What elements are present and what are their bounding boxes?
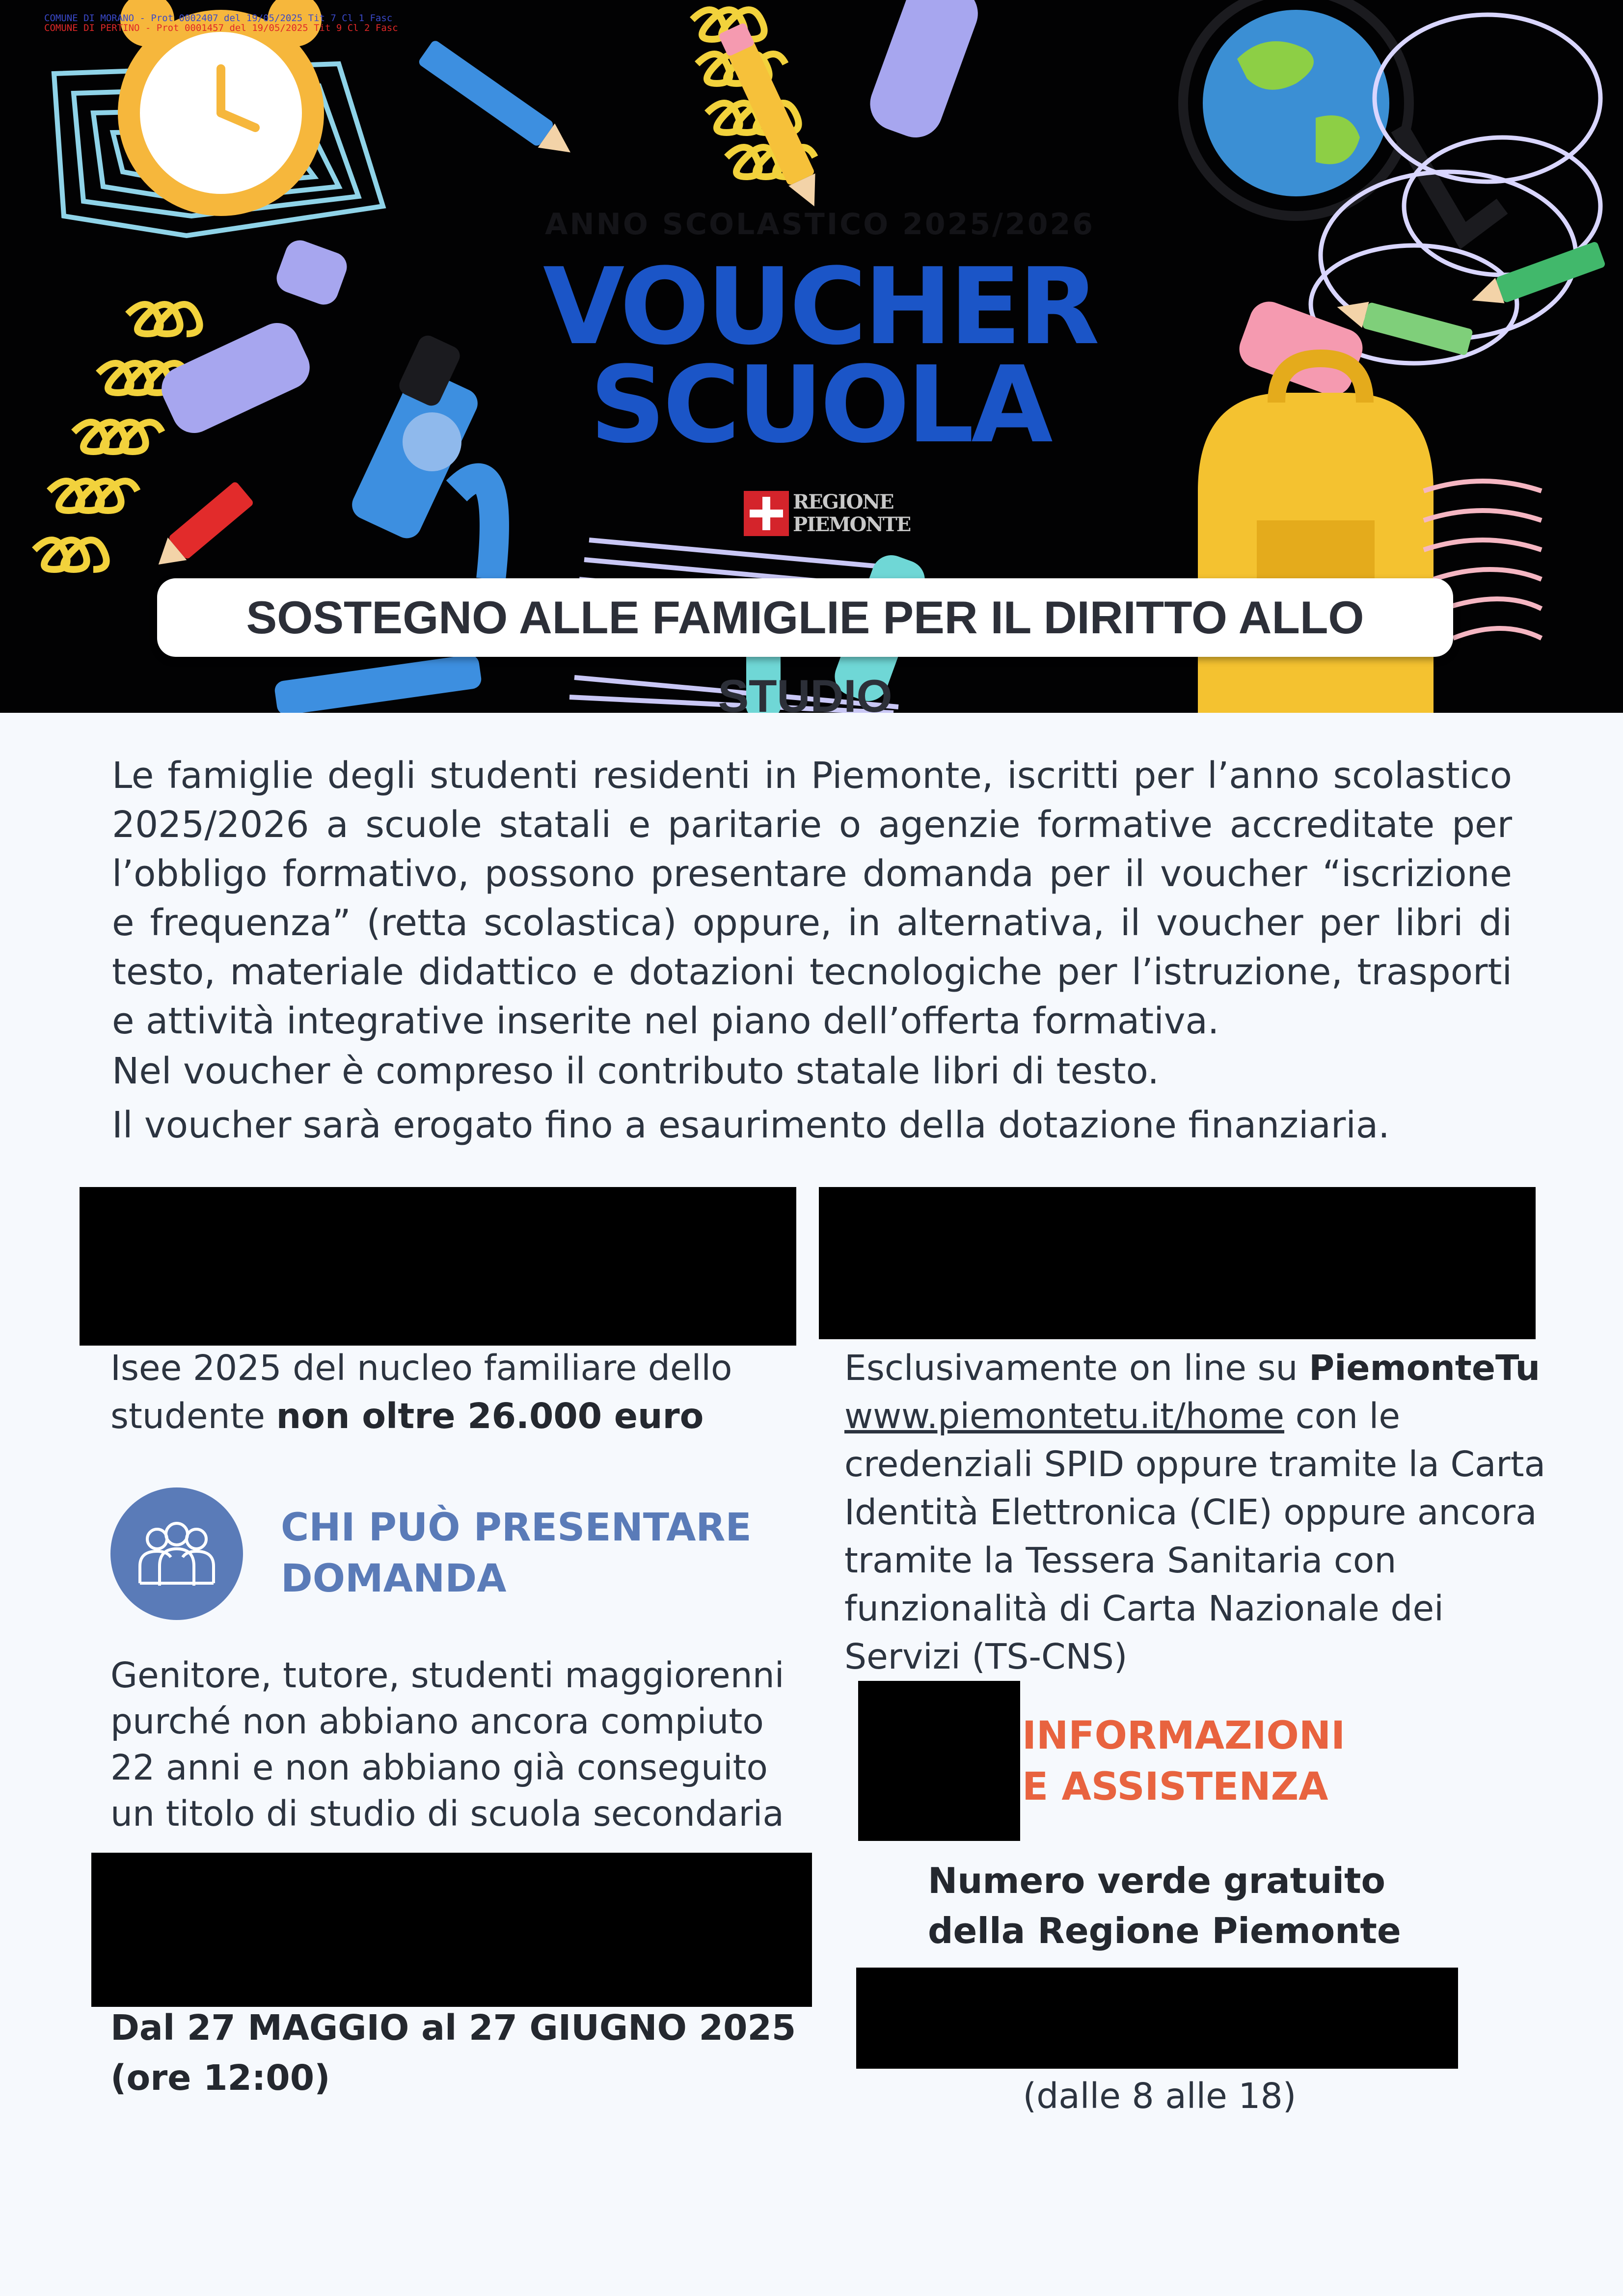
info-heading-line-2: E ASSISTENZA	[1022, 1765, 1328, 1809]
title-scuola: SCUOLA	[590, 343, 1050, 466]
chi-puo-presentare-heading	[281, 1502, 772, 1604]
redacted-phone-number	[856, 1968, 1458, 2069]
numero-verde-label	[928, 1856, 1419, 1956]
isee-requirement	[110, 1344, 798, 1440]
green-pencil-icon	[1467, 241, 1606, 313]
protocol-stamp-line-1: COMUNE DI MORANO - Prot 0002407 del 19/05/2025 Tit 7 Cl 1 Fasc	[44, 13, 393, 24]
isee-limit: non oltre 26.000 euro	[276, 1396, 704, 1436]
call-hours: (dalle 8 alle 18)	[1023, 2076, 1297, 2116]
title-voucher: VOUCHER	[542, 245, 1097, 368]
intro-esaurimento: Il voucher sarà erogato fino a esaurimento della dotazione finanziaria.	[112, 1104, 1390, 1146]
intro-paragraph: Le famiglie degli studenti residenti in Piemonte, iscritti per l’anno scolastico 2025/2026 a scuole statali e paritarie o agenzie formative accreditate per l’obbligo formativo, possono presentare domanda per il voucher “iscrizione e frequenza” (retta scolastica) oppure, in alternativa, il voucher per libri di testo, materiale didattico e dotazioni tecnologiche per l’istruzione, trasporti e attività integrative inserite nel piano dell’offerta formativa.	[112, 755, 1512, 1042]
blue-pencil-icon	[417, 39, 579, 164]
redacted-heading-quando	[91, 1853, 812, 2007]
logo-text-line-2: PIEMONTE	[793, 513, 911, 536]
banner-text: SOSTEGNO ALLE FAMIGLIE PER IL DIRITTO ALLO STUDIO	[246, 592, 1364, 713]
logo-text-line-1: REGIONE	[793, 490, 893, 513]
redacted-heading-requisiti	[80, 1187, 796, 1346]
piemontetu-name: PiemonteTu	[1309, 1348, 1541, 1388]
info-heading-line-1: INFORMAZIONI	[1022, 1714, 1346, 1758]
shield-icon	[744, 491, 789, 536]
lilac-cap-icon	[272, 236, 351, 309]
redacted-heading-come	[819, 1187, 1536, 1339]
chi-heading-line-2: DOMANDA	[281, 1557, 507, 1601]
informazioni-heading	[1022, 1710, 1366, 1812]
numero-verde-line-1: Numero verde gratuito	[928, 1860, 1385, 1901]
purple-highlighter-icon	[863, 0, 985, 145]
protocol-stamp-line-2: COMUNE DI PERTINO - Prot 0001457 del 19/05/2025 Tit 9 Cl 2 Fasc	[44, 23, 398, 33]
yellow-spiral-decoration-left	[34, 304, 200, 569]
application-dates: Dal 27 MAGGIO al 27 GIUGNO 2025	[110, 2007, 796, 2048]
online-prefix: Esclusivamente on line su	[844, 1348, 1309, 1388]
online-instructions	[844, 1344, 1561, 1681]
globe-icon	[1183, 0, 1502, 236]
chi-heading-line-1: CHI PUÒ PRESENTARE	[281, 1506, 752, 1550]
piemontetu-link[interactable]: www.piemontetu.it/home	[844, 1396, 1285, 1436]
chi-puo-presentare-text: Genitore, tutore, studenti maggiorenni purché non abbiano ancora compiuto 22 anni e non abbiano già conseguito un titolo di studio di scuola secondaria	[110, 1655, 784, 1834]
application-period	[110, 2003, 798, 2103]
application-deadline-time: (ore 12:00)	[110, 2057, 330, 2098]
header-illustration	[0, 0, 1623, 713]
regione-piemonte-logo	[744, 490, 911, 538]
banner	[157, 578, 1453, 713]
intro-contributo: Nel voucher è compreso il contributo statale libri di testo.	[112, 1050, 1160, 1092]
people-group-icon	[110, 1487, 243, 1620]
isee-text: Isee 2025 del nucleo familiare dello studente	[110, 1348, 732, 1436]
header-subtitle: ANNO SCOLASTICO 2025/2026	[545, 207, 1095, 238]
numero-verde-line-2: della Regione Piemonte	[928, 1910, 1401, 1951]
redacted-info-icon	[858, 1681, 1020, 1841]
red-pencil-icon	[149, 481, 254, 576]
online-suffix: con le credenziali SPID oppure tramite la Carta Identità Elettronica (CIE) oppure ancora tramite la Tessera Sanitaria con funzionalità di Carta Nazionale dei Servizi (TS-CNS)	[844, 1396, 1546, 1677]
